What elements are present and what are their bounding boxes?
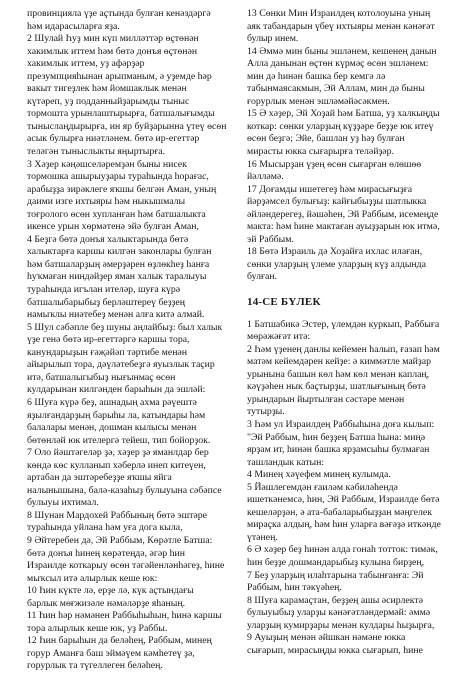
verse-paragraph: 11 Һин һәр нәмәнен Раббыһыһын, һинә каршы тора алырлык кеше юк, уҙ Раббы.	[27, 610, 222, 634]
verse-paragraph: 4 Беҙгә бөтә донъя халыктарында бөтә халыктарға каршы килгән законлары булған һәм батшаларҙың әмерҙәрен өҙлөкһеҙ һанға һуҡмаған ниндәйҙер яман халык таралыуы тураһында игълан ителәр, шуға күрә батшалыбарыбыҙ берләштереү беҙҙең намыҡлы ниәтебеҙ менән алға китә алмай.	[27, 233, 212, 321]
verse-paragraph: провинцияла үҙе аҫтында булған кенәздәргә һәм идарасыларға яҙа.	[27, 8, 211, 32]
verse-paragraph: 17 Доғамды ишетегеҙ һәм мирасығыҙға йәрҙәмсел булығыҙ: кайғыбыҙҙы шатлыкка әйләндерегеҙ, йәшәһен, Эй Раббым, исемеңде макта: һәм һине мактаған ауыҙҙарын юк итмә, эй Раббым.	[247, 183, 440, 245]
verse-paragraph: 6 Шуға күрә беҙ, ашнадың ахма рәүештә яҙылғандарҙың барыһы ла, катындары һәм балалары менән, дошман кылысы менән бөтөнләй юк ителергә тейеш, тип бойорҙок.	[27, 396, 211, 446]
verse-paragraph: 18 Бөтә Израиль дә Хоҙайға ихлас илаған, сөнки уларҙың үлеме уларҙың күҙ алдында булған.	[247, 246, 427, 283]
verse-paragraph: 12 Һин барыһын да беләһең, Раббым, минең горур Аманға баш эймәүем кәмһетеү ҙә, горурлык та түгеллеген беләһең.	[27, 635, 212, 672]
verse-paragraph: 8 Шунан Мардохей Раббының бөтә эштәре тураһында уйлана һәм уға дога кыла,	[27, 509, 208, 534]
verse-paragraph: 16 Мысырҙан үҙең өсөн сығарған өлөшөө йәлләмә.	[247, 158, 422, 183]
verse-paragraph: 10 Һин күкте лә, ерҙе лә, күк аҫтындағы барлык мөғжизәле нәмәләрҙе яһаның.	[27, 585, 194, 609]
verse-paragraph: 8 Шуға карамаҫтан, беҙҙең ашы әсирлектә булыуыбыҙ уларҙы кәнәғәтләндермәй: әммә уларҙың кумирҙары менән кулдары һыҙырға,	[247, 594, 435, 631]
right-column	[247, 8, 453, 664]
verse-paragraph: 14 Әммә мин быны эшләнем, кешенең данын Алла данынан өҫтөн күрмәҫ өсөн эшләнем: мин дә һинән башка бер кемгә лә табынмаясакмын, Эй Аллам, мин дә быны ғорурлык менән эшләмәйәсәкмен.	[247, 45, 437, 107]
verse-paragraph: 9 Әйтеребен дә, Эй Раббым, Көрәтле Батша: бөтә донъя һинең көрәтеңдә, әгәр һин Израилде коткарыу өсөн тәгәйенләнһәгеҙ, һине мыҡсыл итә алырлык кеше юк:	[27, 534, 225, 584]
verse-paragraph: 7 Оло йәштәгеләр ҙә, хәҙер ҙә яманлдар бер көндә көс кулланып хәберлә инеп китеүен, артабан да эштәребеҙҙе яҡшы яйга налынышына, балә-казаһыҙ булыуына сәбәпсе булыуы ихтимал.	[27, 447, 222, 509]
verse-paragraph: 2 Шулай Һуҙ мин күп милләттәр өҫтөнән хакимлык иттем һәм бөтә донъя өҫтөнән хакимлык иттем, уҙ афәрҙәр презумпцияһынан арыпманым, ә уҙемде һәр вакыт тигеҙлек һәм йомшаклык менән күтәреп, уҙ подданныйҙарымды тыныс тормошта урынлаштырырға, батшалығымды тыныслаңдырырға, ин яр буйҙарынна үтеү өсөн асык булырға ниәтләнем. бөтә ир-егеттәр теләгән тыныслыкты яңыртырға.	[27, 33, 227, 158]
verse-paragraph: 5 Йәшлегемдән ғаиләм кәбиләһендә ишеткәнемсә, һин, Эй Раббым, Израилде бөтә кешеләрҙән, ә ата-бабаларыбыҙҙан мәңгелек мираҫка алдың, һәм һин уларға вәғәҙә иткәнде үтәнең.	[247, 481, 441, 543]
verse-paragraph: 6 Ә хәҙер беҙ һинән алда гонаһ тотток: тимәк, һин беҙҙе дошмандарыбыҙ кулына бирҙең,	[247, 544, 438, 568]
verse-paragraph: 7 Беҙ уларҙың илаһтарына табынғанға: Эй Раббым, һин тәкүәһең.	[247, 569, 424, 594]
verse-paragraph: 4 Минең хәүефем минең кулымда.	[247, 469, 391, 481]
verse-paragraph: 3 Хәҙер кәңәшселәремҙән быны нисек тормошка ашырыуҙары тураһында һорағас, арабыҙҙа зирәклеге яҡшы белгән Аман, уның даими изге ихтыяры һәм ныкышмалы тоғролого өсөн хупланған һәм батшалыкта икенсе урын хөрмәтенә эйә булған Аман,	[27, 158, 217, 233]
left-column	[27, 8, 233, 672]
verse-paragraph: 5 Шул сәбәпле беҙ шуны аңлайбыҙ: был халык үҙе генә бөтә ир-егеттәргә каршы тора, канундарыҙын ғәҗәйәп тәртибе менән айырылып тора, дәүләтебеҙгә яуызлык таҫир итә, батшалыгыбыҙ нығынмаҫ өсөн кулдарынан килгәнден барыһын да эшләй:	[27, 321, 223, 396]
verse-paragraph: 9 Ауыҙың менән әйшкан нәмәне юкка сығарып, мирасыңды юкка сығарып, һине	[247, 632, 423, 656]
verse-paragraph: 2 Һәм үҙенең данлы кейемен һалып, ғазап һәм матәм кейемдәрен кейҙе: ә киммәтле майҙар урынына башын көл һәм көл менән каплаң, кәүҙәһен нык баҫтырҙы, шатлығының бөтә урындарын йыртылған сәстәре менән тутырҙы.	[247, 343, 440, 418]
verse-paragraph: 13 Сөнки Мин Израилдең котолоуына уның аяк табандарын үбеү ихтыяры менән кәнәғәт булыр инем.	[247, 8, 435, 45]
verse-paragraph: 15 Ә хәҙер, Эй Хоҙай һәм Батша, уҙ халкыңды коткар: сөнки уларҙың күҙҙәре беҙҙе юк итеү өсөн беҙгә; Эйе, башлан уҙ һәҙ булған мирасты юкка сығарырға теләйҙәр.	[247, 108, 440, 158]
verse-paragraph: 3 Һәм ул Израилдең Раббыһына доға кылып: "Эй Раббым, һин беҙҙең Батша һына: миңә ярҙам ит, һинән башка ярҙамсыһы булмаған ташландык катын:	[247, 418, 435, 468]
chapter-heading: 14-СЕ БҮЛЕК	[247, 296, 321, 309]
verse-paragraph: 1 Батшабикә Эстер, үлемдән куркып, Раббыға мөрәжәғәт итә:	[247, 318, 440, 343]
